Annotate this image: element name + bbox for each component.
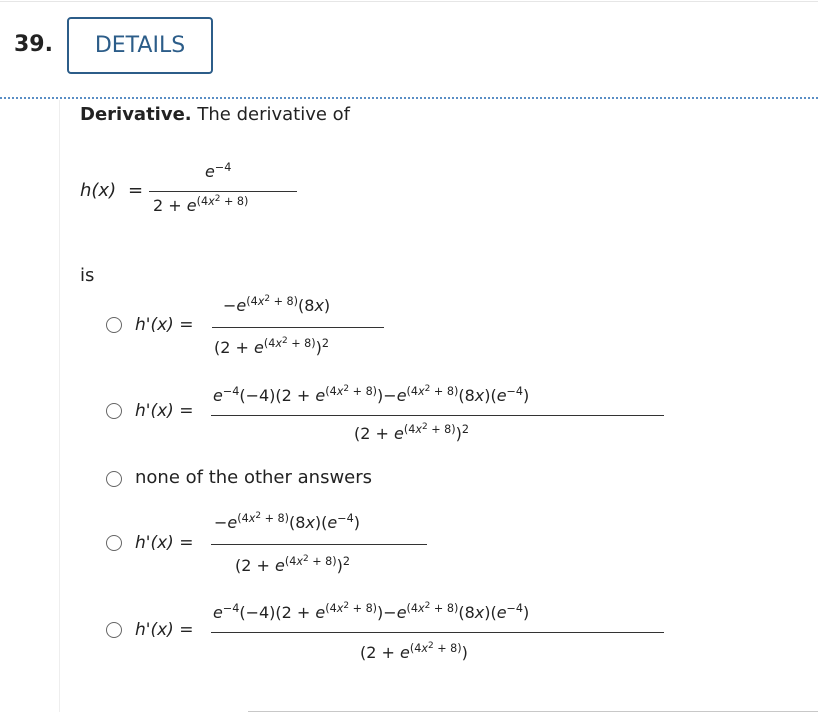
question-prompt: [80, 104, 350, 125]
option-3-radio[interactable]: [106, 471, 122, 487]
option-4-label: h'(x) =: [135, 533, 194, 553]
option-3-text: none of the other answers: [135, 467, 373, 488]
option-5-label: h'(x) =: [135, 620, 194, 640]
is-label: is: [80, 265, 95, 286]
prompt-text: The derivative of: [197, 104, 351, 125]
option-5-numerator: $e^{-4}(-4)(2 + e^{(4x^2 + 8)})-e^{(4x^2 + 8)}(8x)(e^{-4})$: [213, 600, 530, 622]
hx-label: h(x): [80, 180, 117, 201]
option-4-fraction-bar: [211, 544, 427, 545]
hx-fraction-bar: [149, 191, 297, 192]
dotted-divider: [0, 97, 818, 99]
question-left-border: [59, 100, 60, 712]
option-2-numerator: $e^{-4}(-4)(2 + e^{(4x^2 + 8)})-e^{(4x^2 + 8)}(8x)(e^{-4})$: [213, 383, 530, 405]
option-1-label: h'(x) =: [135, 315, 194, 335]
option-2-denominator: $(2 + e^{(4x^2 + 8)})^2$: [354, 421, 469, 443]
option-2-label: h'(x) =: [135, 401, 194, 421]
option-1-denominator: $(2 + e^{(4x^2 + 8)})^2$: [214, 335, 329, 357]
option-2-radio[interactable]: [106, 403, 122, 419]
hx-equals: =: [128, 180, 144, 201]
option-1-numerator: $-e^{(4x^2 + 8)}(8x)$: [223, 293, 331, 315]
question-number: 39.: [14, 32, 53, 57]
top-rule: [0, 1, 818, 2]
option-2-fraction-bar: [211, 415, 664, 416]
option-1-radio[interactable]: [106, 317, 122, 333]
option-5-radio[interactable]: [106, 622, 122, 638]
option-4-radio[interactable]: [106, 535, 122, 551]
option-1-fraction-bar: [212, 327, 384, 328]
hx-denominator: $2 + e^{(4x^2 + 8)}$: [153, 193, 249, 215]
option-5-fraction-bar: [211, 632, 664, 633]
prompt-bold: Derivative.: [80, 104, 192, 125]
option-5-denominator: $(2 + e^{(4x^2 + 8)})$: [360, 640, 468, 662]
details-button[interactable]: DETAILS: [67, 17, 213, 74]
hx-numerator: $e^{-4}$: [205, 160, 232, 181]
option-4-denominator: $(2 + e^{(4x^2 + 8)})^2$: [235, 553, 350, 575]
option-4-numerator: $-e^{(4x^2 + 8)}(8x)(e^{-4})$: [214, 510, 360, 532]
